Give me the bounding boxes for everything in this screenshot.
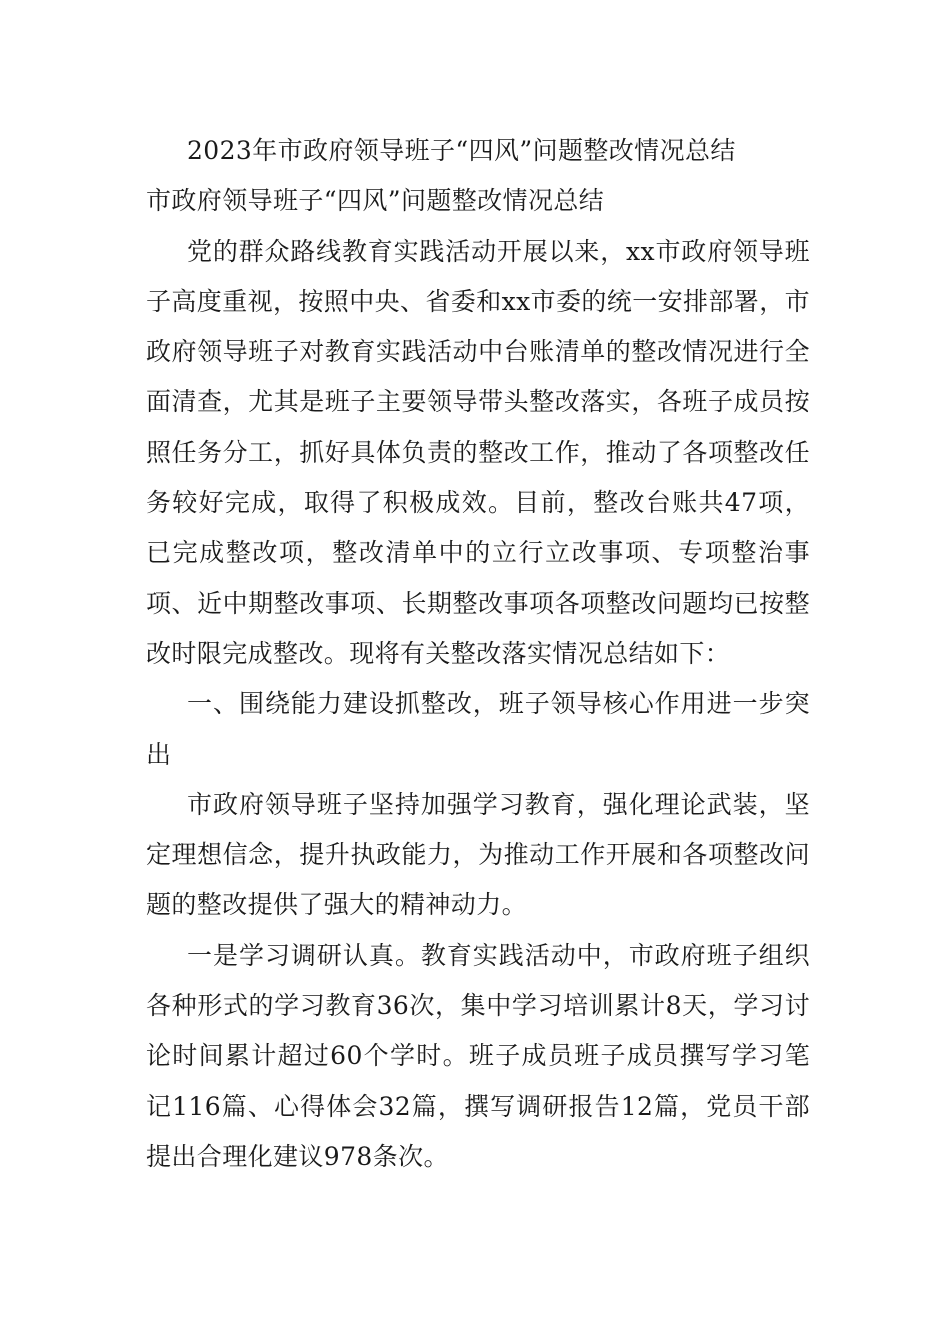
paragraph-intro: 党的群众路线教育实践活动开展以来，xx市政府领导班子高度重视，按照中央、省委和xx市委的统一安排部署，市政府领导班子对教育实践活动中台账清单的整改情况进行全面清查，尤其是班子主要领导带头整改落实，各班子成员按照任务分工，抓好具体负责的整改工作，推动了各项整改任务较好完成，取得了积极成效。目前，整改台账共47项，已完成整改项，整改清单中的立行立改事项、专项整治事项、近中期整改事项、长期整改事项各项整改问题均已按整改时限完成整改。现将有关整改落实情况总结如下： xyxy=(146,236,811,668)
section-heading-1: 一、围绕能力建设抓整改，班子领导核心作用进一步突出 xyxy=(146,689,810,769)
document-subtitle: 市政府领导班子“四风”问题整改情况总结 xyxy=(146,186,605,216)
document-title: 2023年市政府领导班子“四风”问题整改情况总结 xyxy=(187,136,736,165)
document-body xyxy=(146,126,810,1182)
paragraph-study-research: 一是学习调研认真。教育实践活动中，市政府班子组织各种形式的学习教育36次，集中学习培训累计8天，学习讨论时间累计超过60个学时。班子成员班子成员撰写学习笔记116篇、心得体会32篇，撰写调研报告12篇，党员干部提出合理化建议978条次。 xyxy=(146,940,810,1171)
paragraph-section-1: 市政府领导班子坚持加强学习教育，强化理论武装，坚定理想信念，提升执政能力，为推动工作开展和各项整改问题的整改提供了强大的精神动力。 xyxy=(146,789,810,920)
